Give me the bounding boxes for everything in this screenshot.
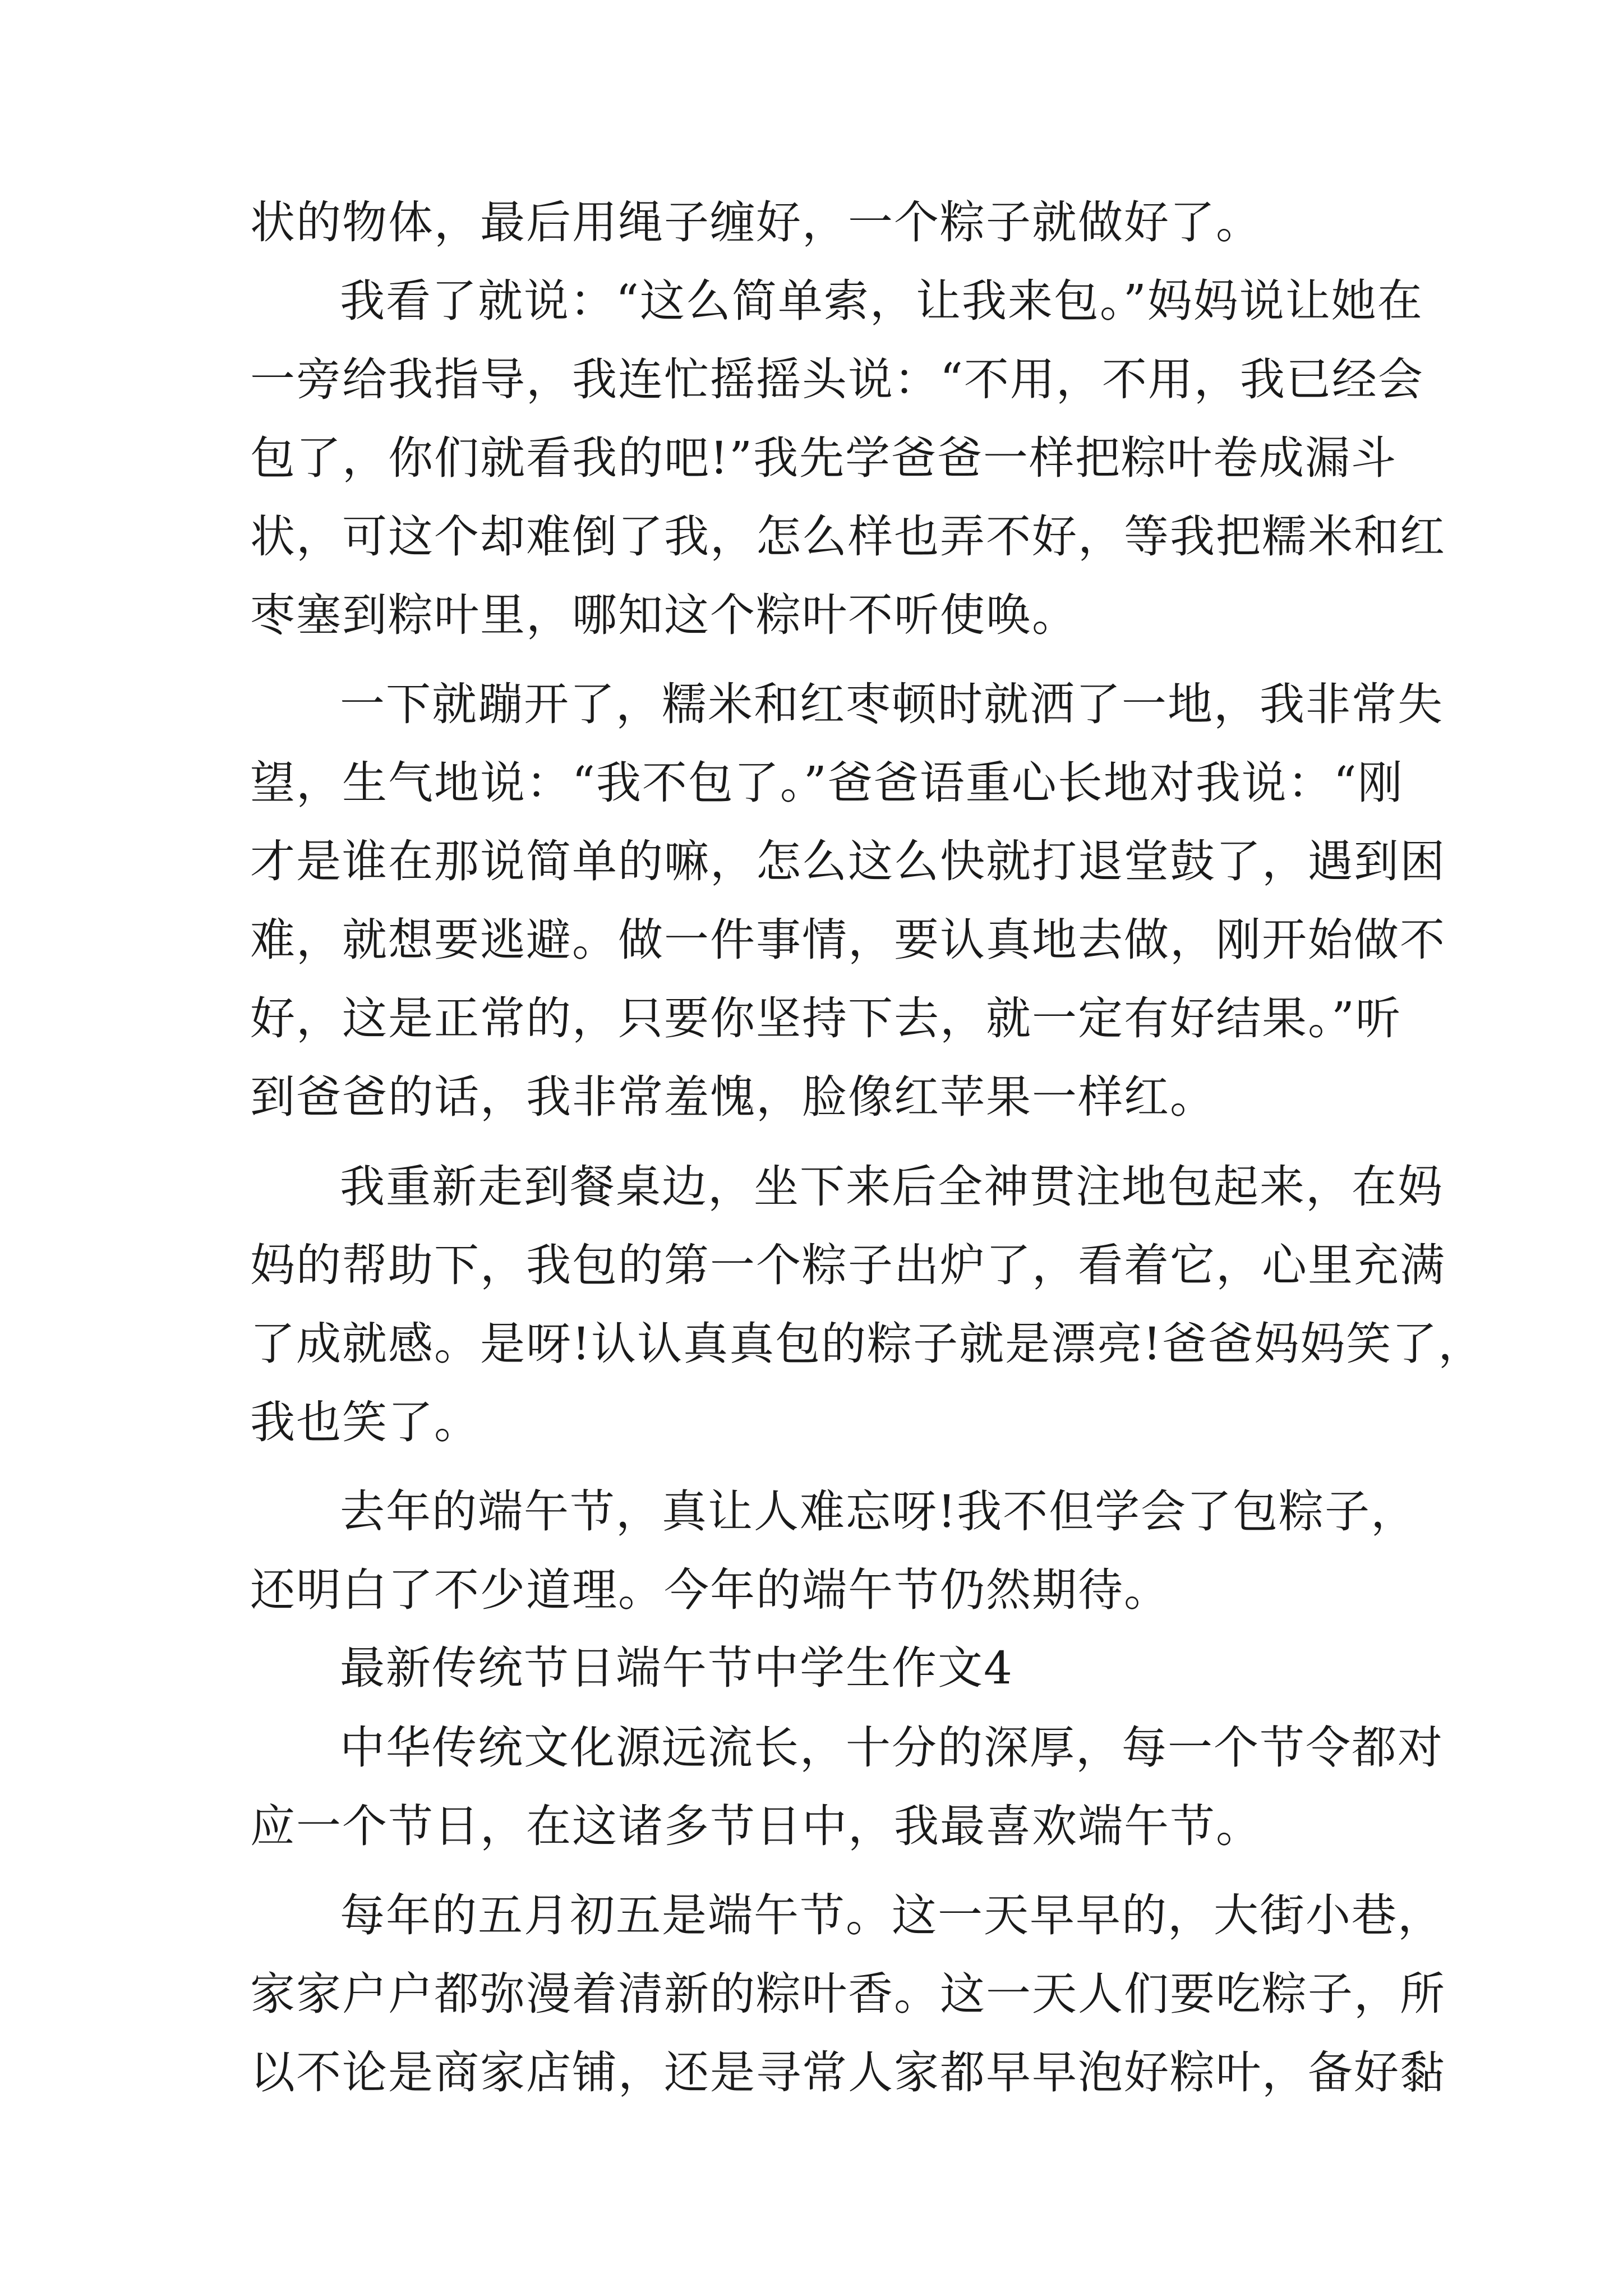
text-line: 妈的帮助下，我包的第一个粽子出炉了，看着它，心里充满 (250, 1239, 1446, 1291)
text-line: 每年的五月初五是端午节。这一天早早的，大街小巷， (340, 1889, 1444, 1941)
text-line: 我看了就说：“这么简单索，让我来包。”妈妈说让她在 (340, 275, 1423, 327)
text-line: 才是谁在那说简单的嘛，怎么这么快就打退堂鼓了，遇到困 (250, 835, 1446, 887)
text-line: 好，这是正常的，只要你坚持下去，就一定有好结果。”听 (250, 992, 1401, 1045)
text-line: 中华传统文化源远流长，十分的深厚，每一个节令都对 (340, 1722, 1444, 1774)
text-line: 包了，你们就看我的吧!”我先学爸爸一样把粽叶卷成漏斗 (250, 432, 1398, 484)
text-line: 一旁给我指导，我连忙摇摇头说：“不用，不用，我已经会 (250, 353, 1424, 406)
text-line: 去年的端午节，真让人难忘呀!我不但学会了包粽子， (340, 1485, 1417, 1538)
text-line: 家家户户都弥漫着清新的粽叶香。这一天人们要吃粽子，所 (250, 1968, 1446, 2020)
text-line: 我也笑了。 (250, 1396, 480, 1448)
text-line: 状的物体，最后用绳子缠好，一个粽子就做好了。 (250, 196, 1262, 249)
text-line: 到爸爸的话，我非常羞愧，脸像红苹果一样红。 (250, 1071, 1216, 1123)
text-line: 了成就感。是呀!认认真真包的粽子就是漂亮!爸爸妈妈笑了， (250, 1318, 1484, 1370)
text-line: 状，可这个却难倒了我，怎么样也弄不好，等我把糯米和红 (250, 510, 1446, 563)
text-line: 望，生气地说：“我不包了。”爸爸语重心长地对我说：“刚 (250, 757, 1404, 809)
text-line: 难，就想要逃避。做一件事情，要认真地去做，刚开始做不 (250, 914, 1446, 966)
text-line: 枣塞到粽叶里，哪知这个粽叶不听使唤。 (250, 589, 1078, 641)
text-line: 以不论是商家店铺，还是寻常人家都早早泡好粽叶，备好黏 (250, 2046, 1446, 2099)
text-line: 一下就蹦开了，糯米和红枣顿时就洒了一地，我非常失 (340, 678, 1444, 730)
text-line: 应一个节日，在这诸多节日中，我最喜欢端午节。 (250, 1800, 1262, 1852)
text-line: 还明白了不少道理。今年的端午节仍然期待。 (250, 1564, 1170, 1616)
text-line: 我重新走到餐桌边，坐下来后全神贯注地包起来，在妈 (340, 1161, 1444, 1213)
section-heading: 最新传统节日端午节中学生作文4 (340, 1642, 1013, 1694)
